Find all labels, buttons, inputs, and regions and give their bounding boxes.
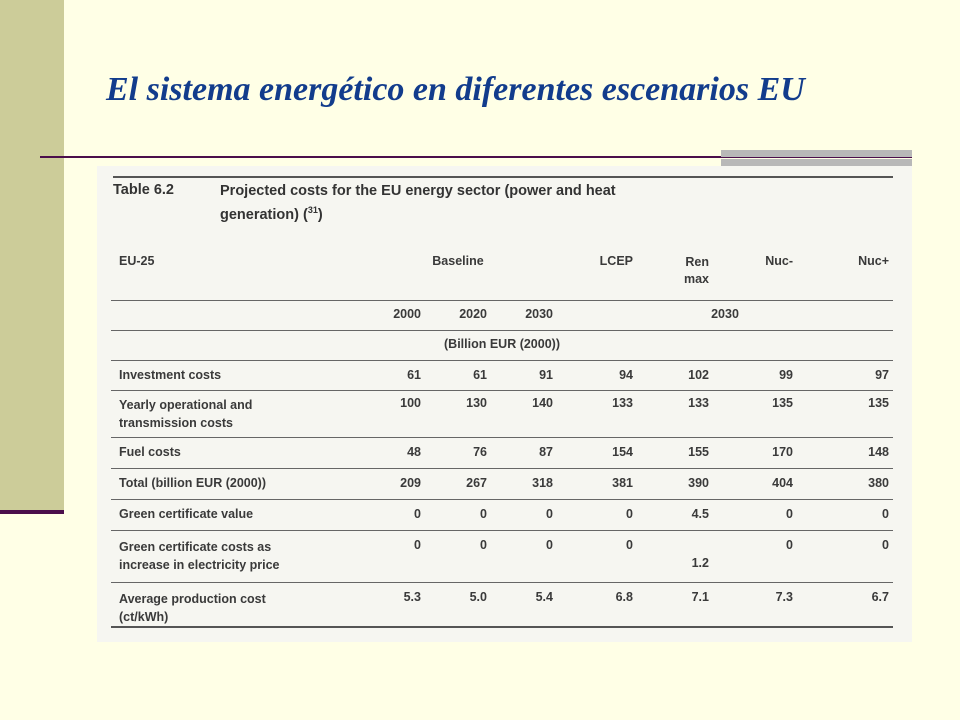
cell-value: 102 (637, 360, 713, 390)
cell-value: 380 (797, 468, 893, 499)
cell-value: 7.1 (637, 582, 713, 627)
year-2030-baseline: 2030 (491, 300, 557, 330)
cell-value: 100 (359, 390, 425, 437)
table-image-panel (97, 166, 912, 642)
cell-value: 6.8 (557, 582, 637, 627)
slide-title: El sistema energético en diferentes escenarios EU (106, 71, 805, 108)
cell-value: 318 (491, 468, 557, 499)
cell-value: 0 (557, 530, 637, 582)
cell-value: 140 (491, 390, 557, 437)
cell-value: 0 (713, 499, 797, 530)
table-row (111, 437, 893, 468)
cell-value: 148 (797, 437, 893, 468)
cell-value: 0 (425, 499, 491, 530)
header-lcep: LCEP (557, 244, 637, 300)
cell-value: 404 (713, 468, 797, 499)
header-row-scenarios (111, 244, 893, 300)
table-row (111, 582, 893, 627)
left-accent-band (0, 0, 64, 512)
cell-value: 135 (797, 390, 893, 437)
row-label: Green certificate costs as increase in electricity price (111, 530, 359, 582)
row-label: Yearly operational and transmission costs (111, 390, 359, 437)
unit-row (111, 330, 893, 360)
cell-value: 94 (557, 360, 637, 390)
cell-value: 61 (425, 360, 491, 390)
cell-value: 5.0 (425, 582, 491, 627)
cell-value: 133 (637, 390, 713, 437)
cell-value: 4.5 (637, 499, 713, 530)
table-caption-line2: generation) ( (220, 206, 308, 223)
cell-value: 170 (713, 437, 797, 468)
table-caption-close: ) (317, 206, 323, 223)
row-label: Fuel costs (111, 437, 359, 468)
cell-value: 0 (713, 530, 797, 582)
cell-value: 0 (557, 499, 637, 530)
header-ren-max-line1: Ren (685, 255, 709, 269)
table-number: Table 6.2 (113, 182, 174, 198)
header-nuc-minus: Nuc- (713, 244, 797, 300)
year-2000: 2000 (359, 300, 425, 330)
header-baseline: Baseline (359, 244, 557, 300)
table-row (111, 530, 893, 582)
header-ren-max-line2: max (683, 272, 709, 286)
cell-value: 0 (425, 530, 491, 582)
cell-value: 381 (557, 468, 637, 499)
table-row (111, 468, 893, 499)
cell-value: 154 (557, 437, 637, 468)
cell-value: 48 (359, 437, 425, 468)
cell-value: 209 (359, 468, 425, 499)
cell-value: 155 (637, 437, 713, 468)
table-row (111, 390, 893, 437)
table-caption-block (113, 176, 893, 223)
cell-value: 99 (713, 360, 797, 390)
cell-value: 0 (797, 530, 893, 582)
table-caption-ref: 31 (307, 205, 318, 215)
cell-value: 87 (491, 437, 557, 468)
cell-value: 0 (491, 530, 557, 582)
cell-value: 390 (637, 468, 713, 499)
cell-value: 135 (713, 390, 797, 437)
cell-value: 1.2 (637, 530, 713, 582)
cell-value: 0 (359, 499, 425, 530)
cell-value: 97 (797, 360, 893, 390)
table-row (111, 360, 893, 390)
row-label: Investment costs (111, 360, 359, 390)
cell-value: 91 (491, 360, 557, 390)
header-region: EU-25 (111, 244, 359, 300)
header-row-years (111, 300, 893, 330)
unit-label: (Billion EUR (2000)) (111, 330, 893, 360)
table-caption (220, 182, 820, 225)
cell-value: 267 (425, 468, 491, 499)
header-nuc-plus: Nuc+ (797, 244, 893, 300)
cell-value: 61 (359, 360, 425, 390)
row-label: Average production cost (ct/kWh) (111, 582, 359, 627)
cell-value: 0 (359, 530, 425, 582)
table-row (111, 499, 893, 530)
cell-value: 130 (425, 390, 491, 437)
cell-value: 133 (557, 390, 637, 437)
cell-value: 0 (491, 499, 557, 530)
year-2030-scenarios: 2030 (557, 300, 893, 330)
cell-value: 7.3 (713, 582, 797, 627)
row-label: Total (billion EUR (2000)) (111, 468, 359, 499)
row-label: Green certificate value (111, 499, 359, 530)
cell-value: 0 (797, 499, 893, 530)
left-band-rule (0, 510, 64, 514)
year-2020: 2020 (425, 300, 491, 330)
cell-value: 6.7 (797, 582, 893, 627)
table-caption-line1: Projected costs for the EU energy sector (power and heat (220, 183, 616, 199)
header-ren-max (637, 244, 713, 300)
title-divider-accent (721, 150, 912, 166)
cell-value: 5.4 (491, 582, 557, 627)
cost-table (111, 244, 893, 628)
cell-value: 5.3 (359, 582, 425, 627)
cell-value: 76 (425, 437, 491, 468)
